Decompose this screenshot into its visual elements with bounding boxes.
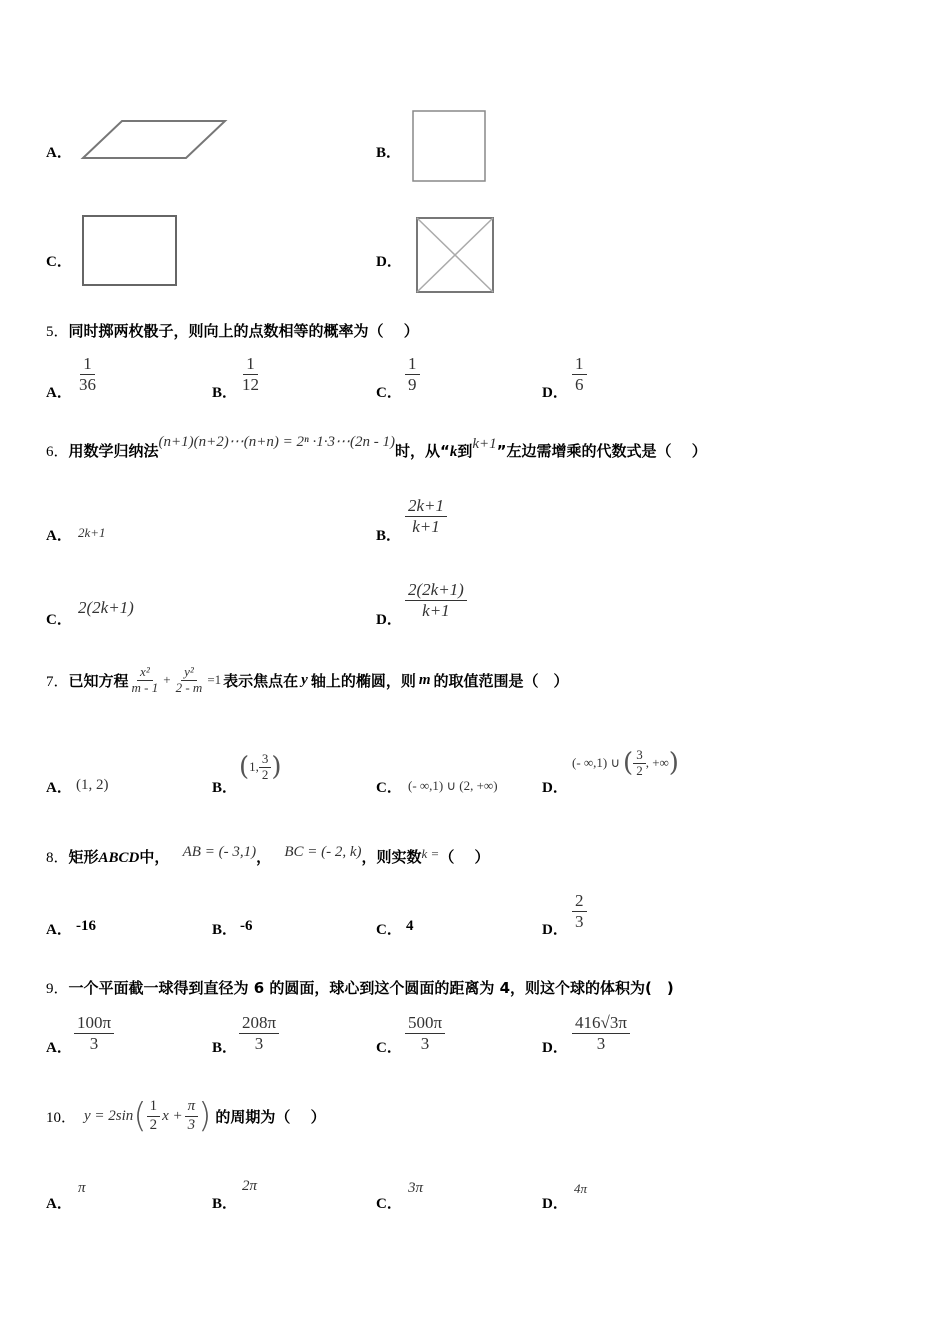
question-7-equation-term2: $\frac{\text{y²}}{2 - m}$ [175,664,203,695]
question-6-stem: 6．用数学归纳法(n+1)(n+2)⋯(n+n) = 2ⁿ ·1·3⋯(2n - 1)时，从“k到k+1”左边需增乘的代数式是（ ） [46,434,707,460]
q8-option-b-value: -6 [240,918,253,934]
q9-option-b-value: $\frac{208\pi}{3}$ [239,1013,279,1053]
q4-option-b-label: B． [376,145,402,161]
q8-option-c-value: 4 [406,918,414,934]
q10-option-c-label: C． [376,1196,402,1212]
q7-option-a-value: (1, 2) [76,777,109,793]
q5-option-d-value: $\frac{1}{6}$ [572,354,587,394]
question-10-stem: 10． y = 2sin ( $\frac{1}{2}$ x + $\frac{\pi}{3}$ ) 的周期为（ ） [46,1096,326,1136]
q8-option-b-label: B． [212,922,238,938]
q5-option-d-label: D． [542,385,568,401]
q10-option-d-label: D． [542,1196,568,1212]
q10-option-d-value: 4π [574,1181,588,1196]
q5-option-b-value: $\frac{1}{12}$ [242,354,259,394]
q8-option-c-label: C． [376,922,402,938]
q7-option-a-label: A． [46,780,72,796]
question-5-stem [46,320,419,341]
q8-option-a-label: A． [46,922,72,938]
question-8-vector-ab: AB = (- 3,1) [182,844,257,860]
q5-option-c-value: $\frac{1}{9}$ [405,354,420,394]
q8-option-d-label: D． [542,922,568,938]
q6-option-b-label: B． [376,528,402,544]
q7-option-d-label: D． [542,780,568,796]
q4-option-a-label: A． [46,145,72,161]
q4-option-c-label: C． [46,254,72,270]
q5-option-c-label: C． [376,385,402,401]
q9-option-a-label: A． [46,1040,72,1056]
q10-option-c-value: 3π [408,1180,424,1196]
q9-option-d-label: D． [542,1040,568,1056]
question-10-formula-lhs: y = 2sin [84,1107,134,1124]
q7-option-c-label: C． [376,780,402,796]
q6-option-d-label: D． [376,612,402,628]
q5-option-b-label: B． [212,385,238,401]
q4-option-b-square-figure [411,109,487,183]
question-8-stem: 8．矩形ABCD中， AB = (- 3,1)， BC = (- 2, k)，则实数k =（ ） [46,844,490,866]
q4-option-d-label: D． [376,254,402,270]
question-5-text: 同时掷两枚骰子，则向上的点数相等的概率为（ ） [68,322,419,340]
q6-option-c-value: 2(2k+1) [78,598,134,617]
q9-option-c-value: $\frac{500\pi}{3}$ [405,1013,445,1053]
q5-option-a-value: $\frac{1}{36}$ [79,354,96,394]
q10-option-b-label: B． [212,1196,238,1212]
question-7-equation-term1: $\frac{\text{x²}}{m - 1}$ [131,664,159,695]
q6-option-a-value: 2k+1 [78,525,106,540]
q4-option-a-parallelogram-figure [80,118,230,163]
q6-option-a-label: A． [46,528,72,544]
q9-option-b-label: B． [212,1040,238,1056]
q4-option-d-crossed-square-figure [414,215,496,295]
q7-option-b-label: B． [212,780,238,796]
q6-option-b-value: $\frac{2k+1}{k+1}$ [405,496,447,536]
q9-option-a-value: $\frac{100\pi}{3}$ [74,1013,114,1053]
question-8-vector-bc: BC = (- 2, k) [284,844,362,860]
q10-option-a-label: A． [46,1196,72,1212]
q7-option-d-value: (- ∞,1) ∪ ( $\frac{3}{2}$ , +∞ ) [572,747,679,779]
q6-option-d-value: $\frac{2(2k+1)}{k+1}$ [405,580,467,620]
question-9-stem: 9．一个平面截一球得到直径为 6 的圆面，球心到这个圆面的距离为 4，则这个球的体积为( ) [46,979,674,997]
q8-option-a-value: -16 [76,918,96,934]
question-5-number: 5． [46,324,69,340]
question-7-stem: 7． 已知方程 $\frac{\text{x²}}{m - 1}$ + $\frac{\text{y²}}{2 - m}$ =1 表示焦点在 y 轴上的椭圆，则 m 的取值范围是（ ） [46,664,569,695]
q10-option-b-value: 2π [242,1178,258,1194]
question-6-formula: (n+1)(n+2)⋯(n+n) = 2ⁿ ·1·3⋯(2n - 1) [158,434,395,450]
q5-option-a-label: A． [46,385,72,401]
q4-option-c-rectangle-figure [81,214,179,288]
q8-option-d-value: $\frac{2}{3}$ [572,891,587,931]
q9-option-d-value: $\frac{416√3\pi}{3}$ [572,1013,630,1053]
q10-option-a-value: π [78,1180,86,1196]
q7-option-b-value: ( 1, $\frac{3}{2}$ ) [239,751,282,783]
q6-option-c-label: C． [46,612,72,628]
q7-option-c-value: (- ∞,1) ∪ (2, +∞) [408,778,498,793]
q9-option-c-label: C． [376,1040,402,1056]
